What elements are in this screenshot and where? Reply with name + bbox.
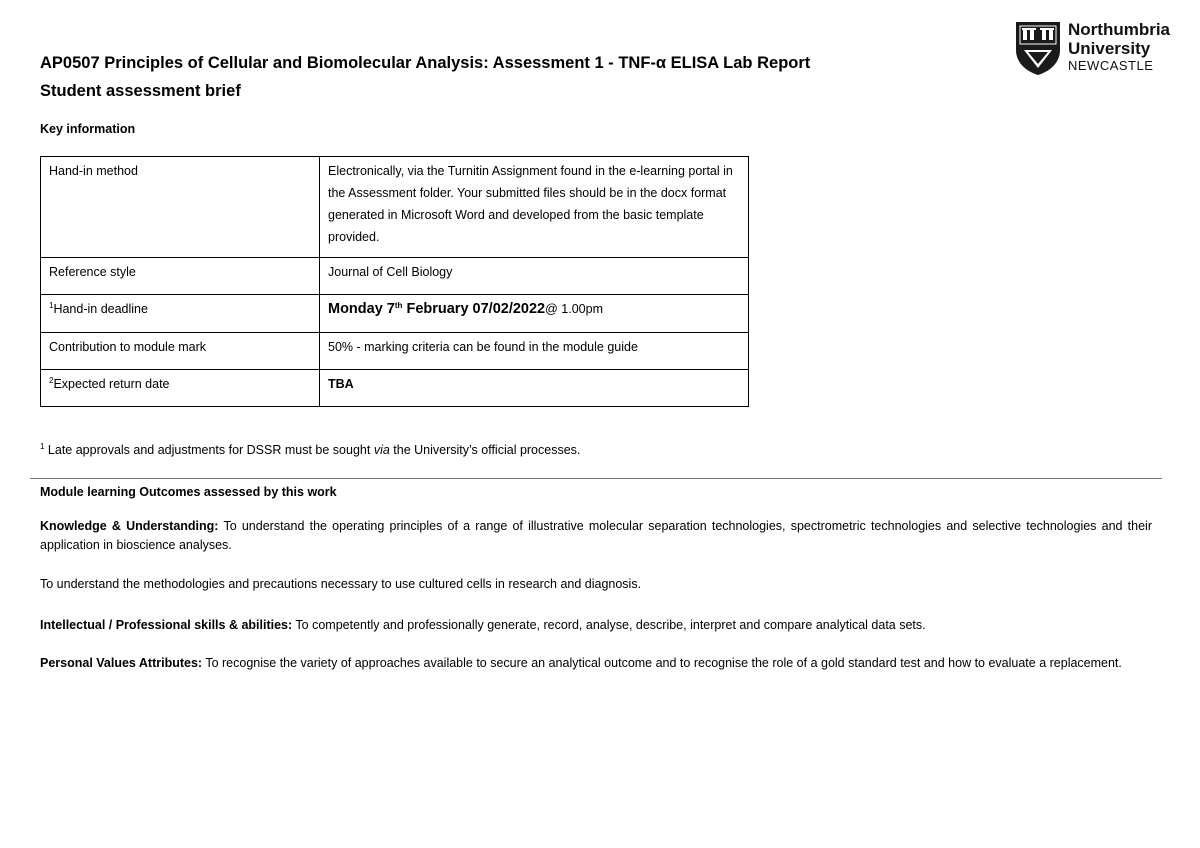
crest-icon bbox=[1014, 20, 1062, 76]
personal-values-paragraph bbox=[40, 652, 1152, 674]
row-value: Electronically, via the Turnitin Assignment found in the e-learning portal in the Assessment folder. Your submitted files should be in the docx format generated in Microsoft Word and developed from the basic template provided. bbox=[320, 157, 749, 258]
row-value: Journal of Cell Biology bbox=[320, 258, 749, 295]
paragraph-label: Personal Values Attributes: bbox=[40, 656, 203, 670]
row-label: Reference style bbox=[41, 258, 320, 295]
methodologies-paragraph: To understand the methodologies and precautions necessary to use cultured cells in research and diagnosis. bbox=[40, 577, 642, 591]
footnote bbox=[40, 443, 580, 457]
logo-text-university: University bbox=[1068, 39, 1151, 58]
footnote-text: Late approvals and adjustments for DSSR must be sought bbox=[44, 443, 374, 457]
key-information-table bbox=[40, 156, 749, 407]
document-subtitle: Student assessment brief bbox=[40, 82, 241, 100]
row-label: Hand-in deadline bbox=[53, 302, 148, 316]
row-label: Contribution to module mark bbox=[41, 333, 320, 370]
deadline-date: Monday 7 bbox=[328, 301, 395, 317]
row-value: TBA bbox=[320, 370, 749, 407]
footnote-ref: 1 bbox=[49, 300, 54, 310]
row-label-cell bbox=[41, 370, 320, 407]
knowledge-understanding-paragraph bbox=[40, 517, 1152, 555]
table-row bbox=[41, 295, 749, 333]
table-row bbox=[41, 157, 749, 258]
paragraph-text: To recognise the variety of approaches available to secure an analytical outcome and to recognise the role of a gold standard test and how to evaluate a replacement. bbox=[202, 656, 1122, 670]
paragraph-text: To understand the operating principles of a range of illustrative molecular separation technologies, spectrometric technologies and selective technologies and their application in bioscience analyses. bbox=[40, 519, 1152, 552]
row-label: Hand-in method bbox=[41, 157, 320, 258]
logo-text-northumbria: Northumbria bbox=[1068, 20, 1170, 39]
logo-text-newcastle: NEWCASTLE bbox=[1068, 58, 1154, 73]
deadline-date-rest: February 07/02/2022 bbox=[402, 301, 546, 317]
key-information-heading: Key information bbox=[40, 122, 136, 136]
deadline-time: @ 1.00pm bbox=[545, 302, 603, 316]
footnote-text-end: the University’s official processes. bbox=[389, 443, 581, 457]
row-value-cell bbox=[320, 295, 749, 333]
table-row bbox=[41, 333, 749, 370]
row-label-cell bbox=[41, 295, 320, 333]
paragraph-text: To competently and professionally generate, record, analyse, describe, interpret and compare analytical data sets. bbox=[292, 618, 926, 632]
learning-outcomes-heading: Module learning Outcomes assessed by this work bbox=[40, 485, 337, 499]
footnote-ref: 2 bbox=[49, 375, 54, 385]
deadline-ordinal: th bbox=[394, 300, 403, 310]
paragraph-label: Intellectual / Professional skills & abilities: bbox=[40, 618, 293, 632]
table-row bbox=[41, 258, 749, 295]
divider bbox=[30, 478, 1162, 479]
intellectual-skills-paragraph bbox=[40, 616, 1152, 635]
footnote-italic: via bbox=[373, 443, 390, 457]
row-value: 50% - marking criteria can be found in the module guide bbox=[320, 333, 749, 370]
footnote-number: 1 bbox=[40, 441, 45, 451]
row-label: Expected return date bbox=[53, 377, 170, 391]
university-logo bbox=[1014, 20, 1170, 76]
document-title: AP0507 Principles of Cellular and Biomolecular Analysis: Assessment 1 - TNF-α ELISA Lab Report bbox=[40, 54, 811, 72]
table-row bbox=[41, 370, 749, 407]
paragraph-label: Knowledge & Understanding: bbox=[40, 519, 219, 533]
